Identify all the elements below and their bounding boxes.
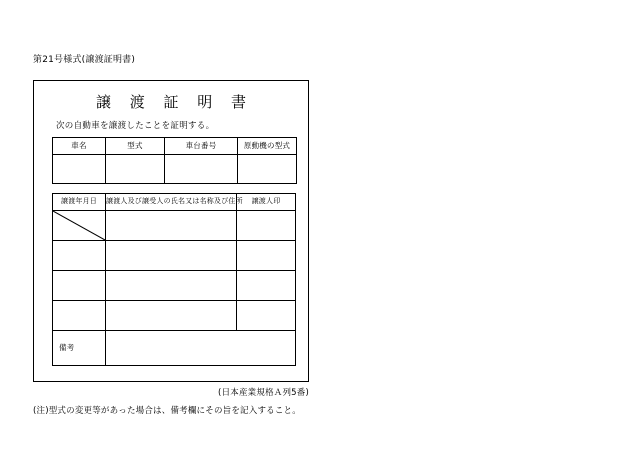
cell-note-label: 備考: [53, 331, 106, 366]
table-row-header: [53, 138, 297, 155]
table-row-header: [53, 194, 296, 211]
cell-seal-3[interactable]: [237, 271, 296, 301]
paper-size-note: (日本産業規格Ａ列5番): [218, 388, 309, 398]
column-header-engine-model: 原動機の型式: [238, 138, 297, 155]
cell-name-address-3[interactable]: [106, 271, 237, 301]
cell-transfer-date-2[interactable]: [53, 241, 106, 271]
cell-name-address-1[interactable]: [106, 211, 237, 241]
cell-name-address-4[interactable]: [106, 301, 237, 331]
cell-note-value[interactable]: [106, 331, 296, 366]
footnote-text: (注)型式の変更等があった場合は、備考欄にその旨を記入すること。: [33, 406, 301, 416]
diagonal-strike-icon: [53, 211, 105, 240]
table-row-note: [53, 331, 296, 366]
transfer-log-table: [52, 193, 296, 366]
cell-model[interactable]: [106, 155, 165, 184]
cell-seal-2[interactable]: [237, 241, 296, 271]
cell-transfer-date-4[interactable]: [53, 301, 106, 331]
table-row: [53, 155, 297, 184]
column-header-vehicle-name: 車名: [53, 138, 106, 155]
column-header-transferor-transferee: 譲渡人及び譲受人の氏名又は名称及び住所: [106, 194, 237, 211]
form-number-label: 第21号様式(譲渡証明書): [33, 55, 136, 65]
cell-transfer-date-1[interactable]: [53, 211, 106, 241]
certificate-lead-text: 次の自動車を譲渡したことを証明する。: [56, 121, 215, 131]
cell-seal-4[interactable]: [237, 301, 296, 331]
table-row: [53, 211, 296, 241]
transfer-certificate-box: [33, 80, 309, 382]
table-row: [53, 241, 296, 271]
table-row: [53, 301, 296, 331]
cell-seal-1[interactable]: [237, 211, 296, 241]
certificate-title: 譲 渡 証 明 書: [95, 93, 254, 111]
table-row: [53, 271, 296, 301]
cell-transfer-date-3[interactable]: [53, 271, 106, 301]
vehicle-info-table: [52, 137, 297, 184]
column-header-model: 型式: [106, 138, 165, 155]
cell-name-address-2[interactable]: [106, 241, 237, 271]
cell-engine-model[interactable]: [238, 155, 297, 184]
column-header-chassis-number: 車台番号: [165, 138, 238, 155]
column-header-transferor-seal: 譲渡人印: [237, 194, 296, 211]
cell-vehicle-name[interactable]: [53, 155, 106, 184]
column-header-transfer-date: 譲渡年月日: [53, 194, 106, 211]
cell-chassis-number[interactable]: [165, 155, 238, 184]
